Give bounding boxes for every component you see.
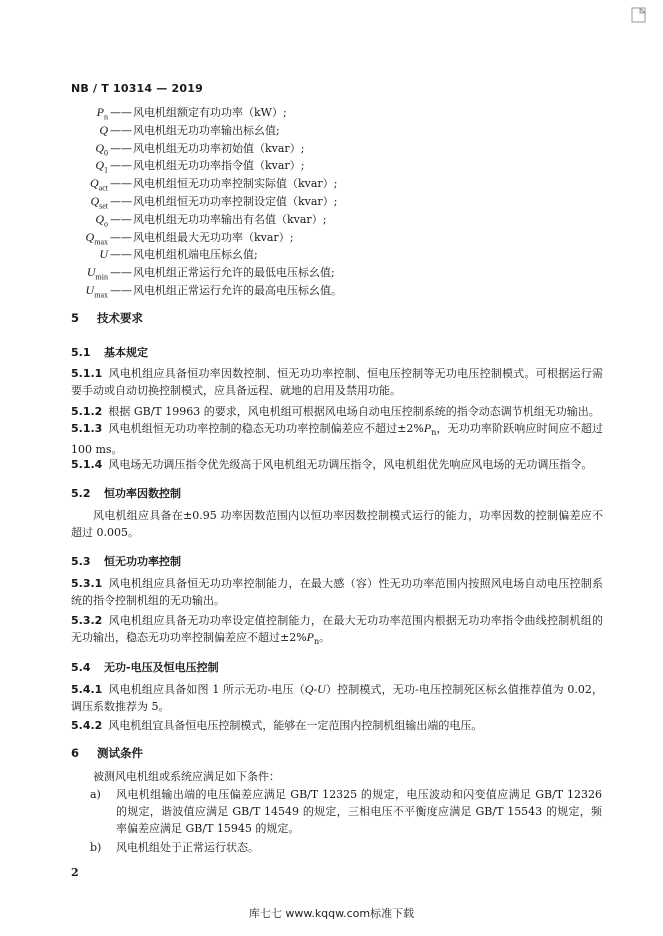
definition-text: 风电机组机端电压标幺值; [133,248,258,262]
definition-symbol: $Q_o$ [95,211,108,229]
definition-row [0,122,663,139]
section-5-4-heading: 5.4 无功-电压及恒电压控制 [71,661,219,674]
definition-text: 风电机组无功功率指令值（kvar）; [133,159,305,173]
definition-symbol: $Q_1$ [95,158,108,175]
section-5-heading: 5 技术要求 [71,311,143,325]
definition-symbol: $U_{max}$ [85,283,108,300]
definition-dash: —— [110,248,132,262]
definition-dash: —— [110,230,132,244]
definition-symbol: $U_{min}$ [86,265,108,282]
clause-5-3-1: 5.3.1 风电机组应具备恒无功功率控制能力，在最大感（容）性无功功率范围内按照风电场自动电压控制系统的指令控制机组的无功输出。 [71,577,603,607]
definition-row [0,229,663,246]
definition-dash: —— [110,266,132,280]
definition-symbol: $P_n$ [96,105,108,122]
definition-row [0,140,663,157]
definition-row [0,211,663,228]
section-5-2-text: 风电机组应具备在±0.95 功率因数范围内以恒功率因数控制模式运行的能力，功率因数的控制偏差应不超过 0.005。 [71,509,603,539]
watermark-footer: 库七七 www.kqqw.com标准下载 [248,907,415,920]
definition-symbol: Q [99,122,108,137]
clause-5-4-1: 5.4.1 风电机组应具备如图 1 所示无功-电压（Q-U）控制模式，无功-电压控制死区标幺值推荐值为 0.02，调压系数推荐为 5。 [71,682,603,713]
definition-row [0,104,663,121]
page-corner-icon [631,7,647,23]
list-item-a: a) 风电机组输出端的电压偏差应满足 GB/T 12325 的规定，电压波动和闪变值应满足 GB/T 12326 的规定，谐波值应满足 GB/T 14549 的规定，三相电压不平衡度应满足 GB/T 15543 的规定，频率偏差应满足 GB/T 15945 的规定。 [90,788,602,835]
definition-row [0,193,663,210]
definition-text: 风电机组无功功率输出标幺值; [133,123,280,137]
definition-symbol: $Q_{max}$ [85,229,108,246]
clause-5-3-2: 5.3.2 风电机组应具备无功功率设定值控制能力，在最大无功功率范围内根据无功功率指令曲线控制机组的无功输出，稳态无功功率控制偏差应不超过$\pm 2\%P_n$。 [71,614,603,647]
definition-row [0,246,663,263]
clause-5-1-2: 5.1.2 根据 GB/T 19963 的要求，风电机组可根据风电场自动电压控制系统的指令动态调节机组无功输出。 [71,405,600,418]
list-item-b: b) 风电机组处于正常运行状态。 [90,841,259,854]
section-6-intro: 被测风电机组或系统应满足如下条件： [93,770,280,783]
definition-dash: —— [110,195,132,208]
clause-5-1-4: 5.1.4 风电场无功调压指令优先级高于风电机组无功调压指令，风电机组优先响应风电场的无功调压指令。 [71,458,593,471]
section-5-3-heading: 5.3 恒无功功率控制 [71,555,181,568]
definition-row [0,264,663,281]
definition-symbol: U [99,247,108,262]
definition-dash: —— [110,159,132,173]
definition-dash: —— [110,106,132,119]
section-6-heading: 6 测试条件 [71,746,143,760]
definition-dash: —— [110,177,132,191]
definition-symbol: $Q_{act}$ [90,176,108,193]
definition-dash: —— [110,123,132,137]
definition-row [0,157,663,174]
definition-symbol: $Q_{set}$ [90,194,108,211]
definition-symbol: $Q_0$ [95,140,108,157]
definition-text: 风电机组无功功率初始值（kvar）; [133,141,305,155]
page-number: 2 [71,866,79,879]
definition-text: 风电机组额定有功功率（kW）; [133,106,287,119]
definition-text: 风电机组无功功率输出有名值（kvar）; [133,212,327,226]
definition-text: 风电机组最大无功功率（kvar）; [133,230,294,244]
clause-5-1-3: 5.1.3 风电机组恒无功功率控制的稳态无功功率控制偏差应不超过$\pm 2\%P_n$，无功功率阶跃响应时间应不超过 100 ms。 [71,421,603,457]
definition-text: 风电机组恒无功功率控制设定值（kvar）; [133,195,338,208]
clause-5-4-2: 5.4.2 风电机组宜具备恒电压控制模式，能够在一定范围内控制机组输出端的电压。 [71,719,483,732]
definition-dash: —— [110,284,132,297]
section-5-1-heading: 5.1 基本规定 [71,346,148,359]
definition-dash: —— [110,141,132,155]
definition-row [0,175,663,192]
definition-dash: —— [110,212,132,226]
clause-5-1-1: 5.1.1 风电机组应具备恒功率因数控制、恒无功功率控制、恒电压控制等无功电压控制模式。可根据运行需要手动或自动切换控制模式，应具备远程、就地的启用及禁用功能。 [71,367,603,397]
standard-header: NB / T 10314 — 2019 [71,82,203,95]
definition-text: 风电机组正常运行允许的最高电压标幺值。 [133,284,342,297]
definition-text: 风电机组恒无功功率控制实际值（kvar）; [133,177,338,191]
definition-row [0,282,663,299]
section-5-2-heading: 5.2 恒功率因数控制 [71,487,181,500]
definition-text: 风电机组正常运行允许的最低电压标幺值; [133,266,335,280]
